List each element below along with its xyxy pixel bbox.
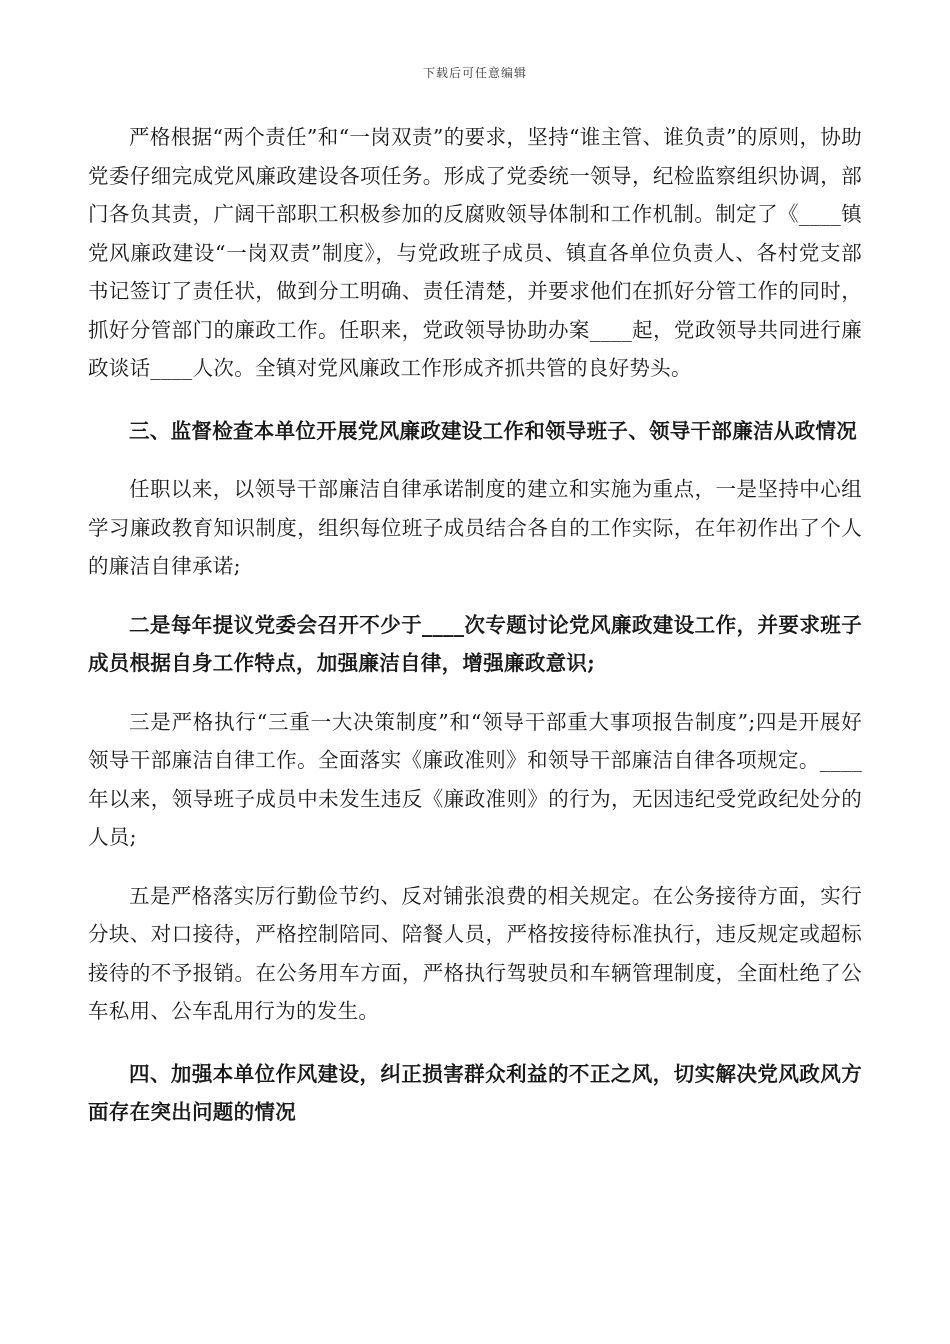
spacer <box>88 683 862 703</box>
paragraph-frugality: 五是严格落实厉行勤俭节约、反对铺张浪费的相关规定。在公务接待方面，实行分块、对口接待，严格控制陪同、陪餐人员，严格按接待标准执行，违反规定或超标接待的不予报销。在公务用车方面，严格执行驾驶员和车辆管理制度，全面杜绝了公车私用、公车乱用行为的发生。 <box>88 883 862 1023</box>
section-heading-4: 四、加强本单位作风建设，纠正损害群众利益的不正之风，切实解决党风政风方面存在突出问题的情况 <box>88 1061 862 1124</box>
page-header-note: 下载后可任意编辑 <box>422 66 527 80</box>
spacer <box>88 450 862 470</box>
spacer <box>88 586 862 606</box>
spacer <box>88 1031 862 1055</box>
spacer <box>88 388 862 412</box>
paragraph-commitment: 任职以来，以领导干部廉洁自律承诺制度的建立和实施为重点，一是坚持中心组学习廉政教育知识制度，组织每位班子成员结合各自的工作实际，在年初作出了个人的廉洁自律承诺; <box>88 477 862 578</box>
spacer <box>88 857 862 877</box>
paragraph-responsibility: 严格根据“两个责任”和“一岗双责”的要求，坚持“谁主管、谁负责”的原则，协助党委仔细完成党风廉政建设各项任务。形成了党委统一领导，纪检监察组织协调，部门各负其责，广阔干部职工积极参加的反腐败领导体制和工作机制。制定了《____镇党风廉政建设“一岗双责”制度》，与党政班子成员、镇直各单位负责人、各村党支部书记签订了责任状，做到分工明确、责任清楚，并要求他们在抓好分管工作的同时，抓好分管部门的廉政工作。任职来，党政领导协助办案____起，党政领导共同进行廉政谈话____人次。全镇对党风廉政工作形成齐抓共管的良好势头。 <box>88 125 862 380</box>
section-heading-3: 三、监督检查本单位开展党风廉政建设工作和领导班子、领导干部廉洁从政情况 <box>129 418 857 443</box>
paragraph-party-meeting: 二是每年提议党委会召开不少于____次专题讨论党风廉政建设工作，并要求班子成员根据自身工作特点，加强廉洁自律，增强廉政意识; <box>88 612 862 675</box>
paragraph-decision-system: 三是严格执行“三重一大决策制度”和“领导干部重大事项报告制度”;四是开展好领导干部廉洁自律工作。全面落实《廉政准则》和领导干部廉洁自律各项规定。____年以来，领导班子成员中未发生违反《廉政准则》的行为，无因违纪受党政纪处分的人员; <box>88 709 862 849</box>
document-body <box>88 118 862 1132</box>
